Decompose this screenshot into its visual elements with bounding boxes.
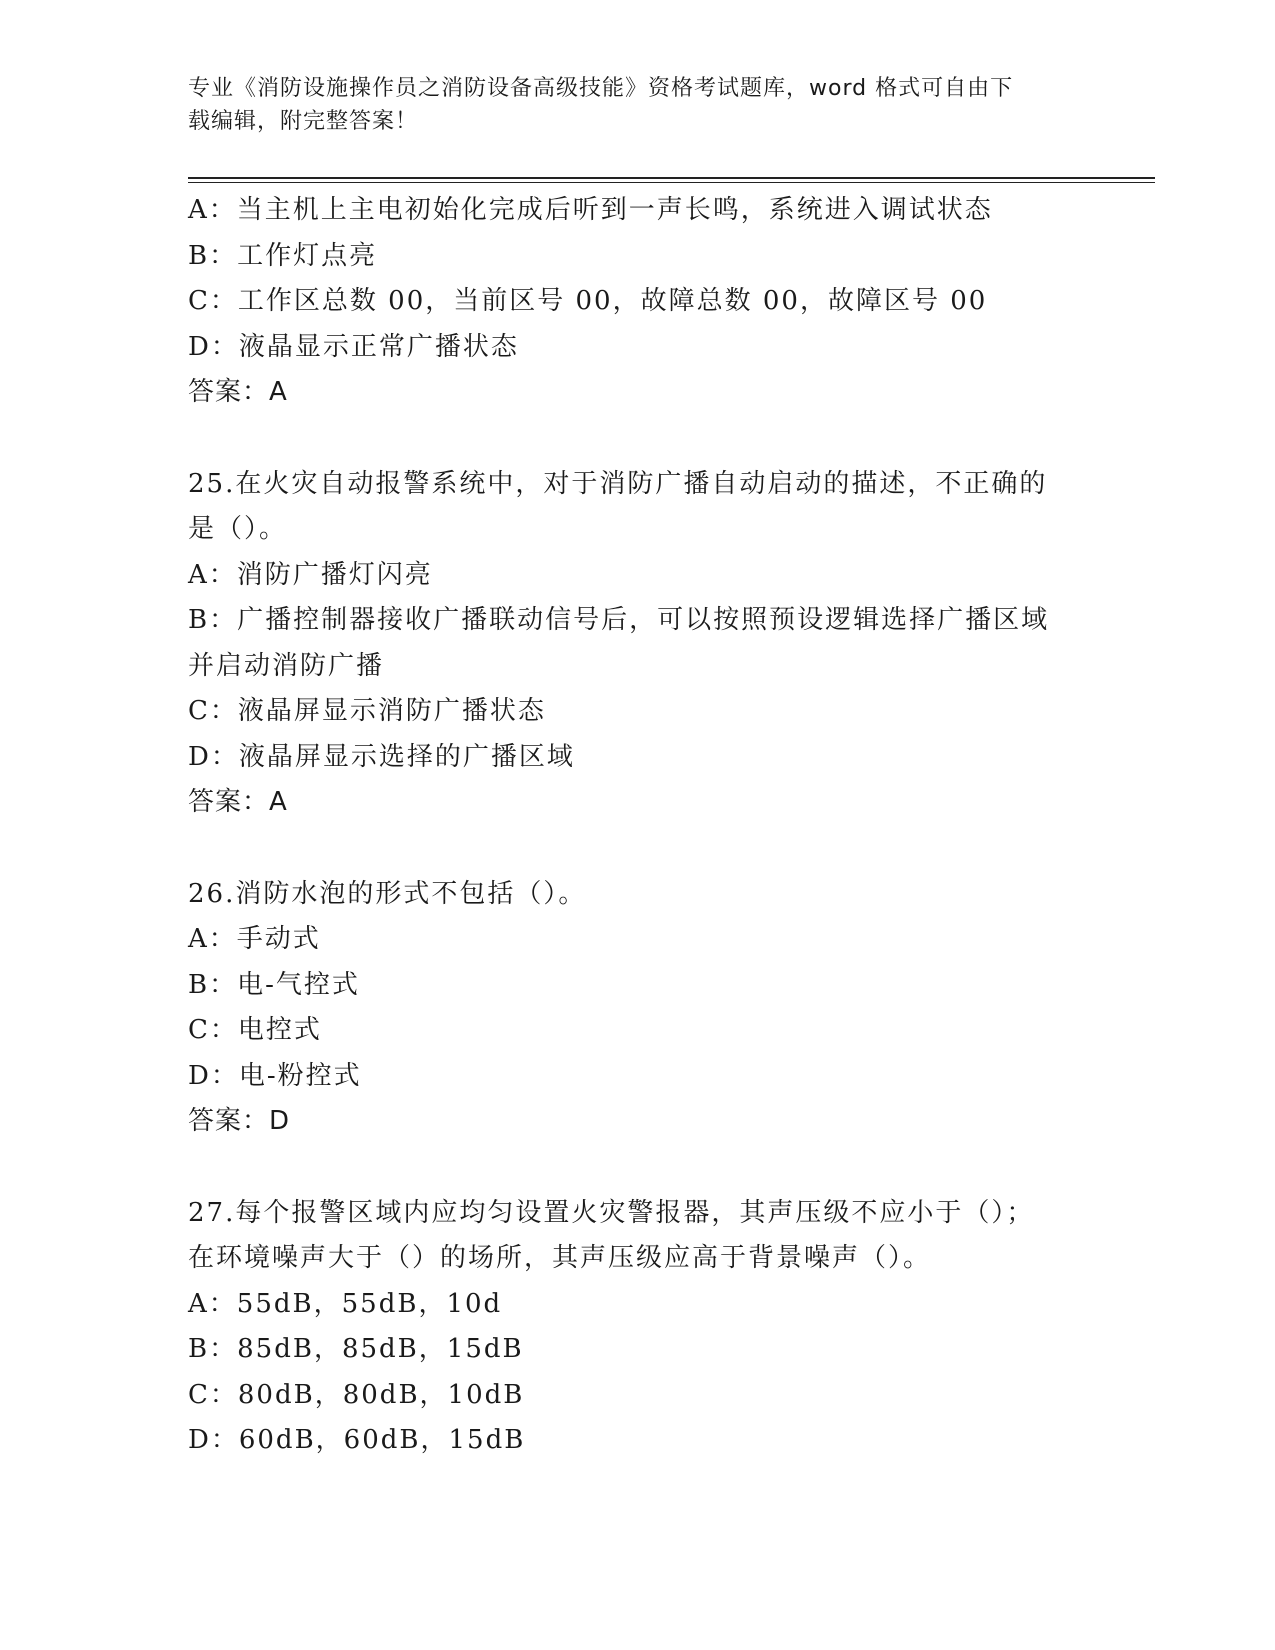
question-spacer: [188, 1145, 1088, 1191]
option-b-line-2: 并启动消防广播: [188, 650, 385, 681]
option-c: C：80dB，80dB，10dB: [188, 1379, 525, 1410]
question-27: [188, 1191, 1088, 1464]
option-c: C：电控式: [188, 1015, 322, 1045]
question-list: [188, 188, 1088, 1464]
question-25: [188, 462, 1088, 826]
option-c: C：液晶屏显示消防广播状态: [188, 696, 546, 726]
header-divider-thin: [188, 182, 1155, 183]
header-line-2: 载编辑，附完整答案！: [188, 109, 419, 134]
option-d: D：液晶显示正常广播状态: [188, 331, 519, 362]
answer-label: 答案：A: [188, 377, 288, 407]
answer-label: 答案：A: [188, 787, 288, 817]
question-stem-line-1: 27.每个报警区域内应均匀设置火灾警报器，其声压级不应小于（）；: [188, 1197, 1035, 1228]
option-c: C：工作区总数 00，当前区号 00，故障总数 00，故障区号 00: [188, 286, 988, 316]
question-spacer: [188, 416, 1088, 462]
question-spacer: [188, 826, 1088, 872]
question-stem-line-2: 在环境噪声大于（）的场所，其声压级应高于背景噪声（）。: [188, 1243, 932, 1273]
header-divider-thick: [188, 177, 1155, 179]
option-b: B：85dB，85dB，15dB: [188, 1334, 524, 1364]
question-24: [188, 188, 1088, 416]
question-26: [188, 872, 1088, 1145]
option-b: B：工作灯点亮: [188, 240, 378, 271]
question-stem: 26.消防水泡的形式不包括（）。: [188, 878, 587, 909]
option-d: D：电-粉控式: [188, 1060, 362, 1091]
question-stem-line-1: 25.在火灾自动报警系统中，对于消防广播自动启动的描述，不正确的: [188, 468, 1048, 499]
document-header: [188, 72, 1068, 138]
option-a: A：手动式: [188, 924, 321, 954]
option-d: D：液晶屏显示选择的广播区域: [188, 741, 575, 772]
header-line-1: 专业《消防设施操作员之消防设备高级技能》资格考试题库，word 格式可自由下: [188, 76, 1014, 101]
option-b-line-1: B：广播控制器接收广播联动信号后，可以按照预设逻辑选择广播区域: [188, 605, 1050, 635]
option-a: A：消防广播灯闪亮: [188, 559, 433, 590]
option-a: A：55dB，55dB，10d: [188, 1288, 503, 1319]
option-b: B：电-气控式: [188, 969, 360, 1000]
answer-label: 答案：D: [188, 1106, 291, 1136]
option-a: A：当主机上主电初始化完成后听到一声长鸣，系统进入调试状态: [188, 195, 993, 225]
question-stem-line-2: 是（）。: [188, 514, 288, 544]
option-d: D：60dB，60dB，15dB: [188, 1425, 526, 1455]
